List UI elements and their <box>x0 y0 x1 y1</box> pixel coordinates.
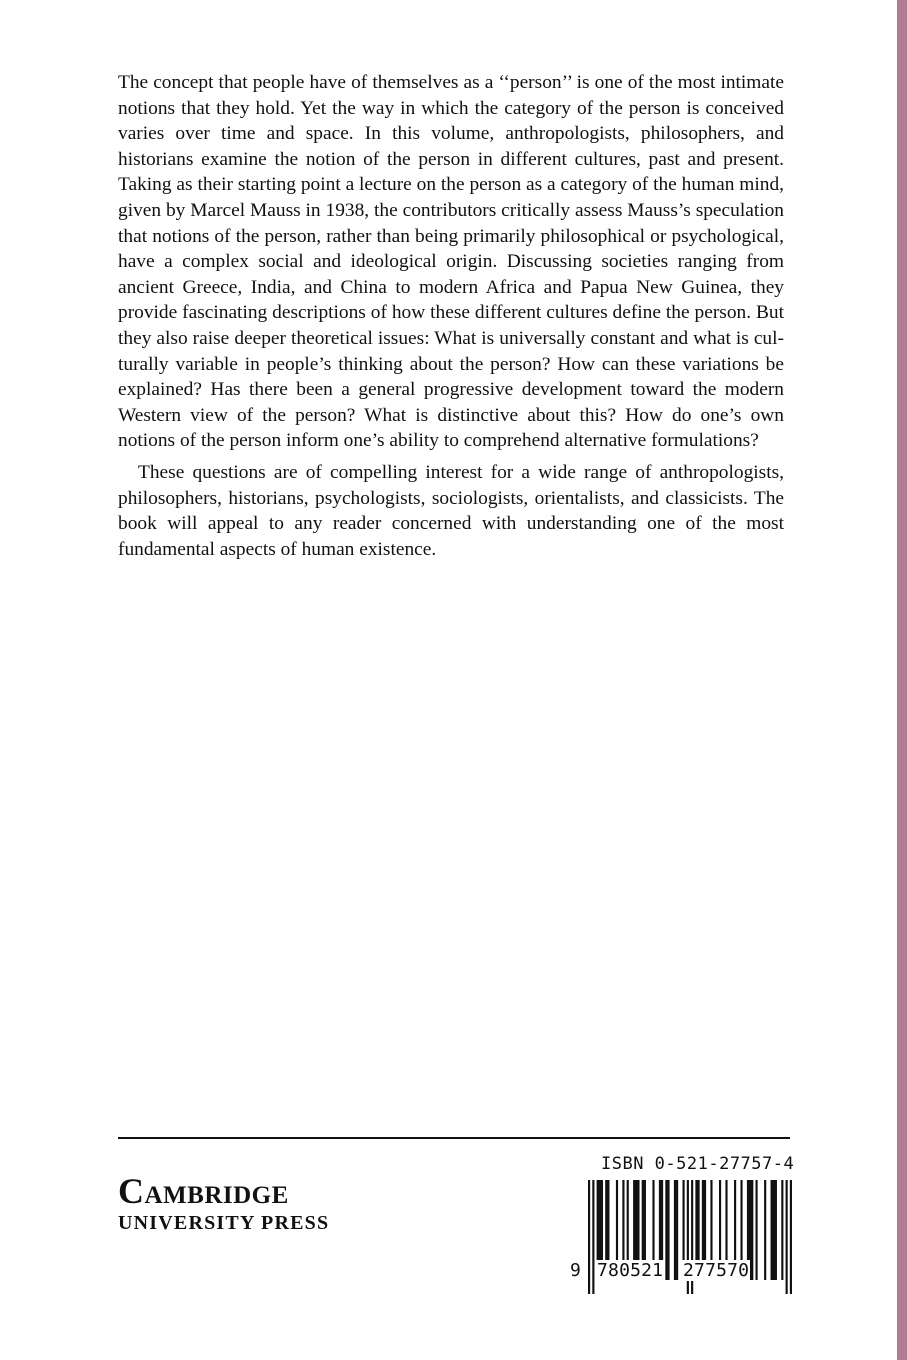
barcode-bar <box>764 1180 766 1280</box>
barcode-guard-bar <box>786 1180 788 1294</box>
blurb-paragraph-2: These questions are of compelling interest for a wide range of anthropologists, philosophers, historians, psychologists, sociologists, orientalists, and classicists. The book will appeal to any reader concerned with understanding one of the most fundamental aspects of human existence. <box>118 461 784 560</box>
horizontal-rule <box>118 1137 790 1139</box>
barcode-bar <box>781 1180 783 1280</box>
publisher-name: Cambridge <box>118 1171 289 1211</box>
barcode-bar <box>665 1180 669 1280</box>
barcode-digit-group-1: 780521 <box>597 1260 664 1281</box>
barcode-bar <box>755 1180 757 1280</box>
barcode-bar <box>674 1180 678 1280</box>
blurb-paragraph-1: The concept that people have of themselves as a ‘‘person’’ is one of the most intimate notions that they hold. Yet the way in which the category of the person is conceived varies over time and space. In this volume, anthropologists, philosophers, and historians examine the notion of the person in different cultures, past and present. Taking as their starting point a lecture on the person as a category of the human mind, given by Marcel Mauss in 1938, the contributors critically assess Mauss’s speculation that notions of the person, rather than being primarily philosophical or psychological, have a complex social and ideological origin. Discussing societies ranging from ancient Greece, India, and China to modern Africa and Papua New Guinea, they provide fascinating descriptions of how these different cultures define the person. But they also raise deeper theoretical issues: What is universally constant and what is culturally variable in people’s thinking about the person? How can these variations be explained? Has there been a general progressive development toward the modern Western view of the person? What is distinctive about this? How do one’s own notions of the person inform one’s ability to comprehend alternative formulations? <box>118 72 784 452</box>
spine-color-strip <box>897 0 907 1360</box>
barcode-guard-bar <box>588 1180 590 1294</box>
blurb-text <box>118 70 784 562</box>
publisher-subtitle: UNIVERSITY PRESS <box>118 1212 330 1234</box>
barcode-guard-bar <box>790 1180 792 1294</box>
publisher-logo <box>118 1172 329 1235</box>
barcode-bar <box>771 1180 777 1280</box>
barcode-lead-digit: 9 <box>570 1260 581 1281</box>
isbn-label: ISBN 0-521-27757-4 <box>601 1154 795 1174</box>
barcode-digit-group-2: 277570 <box>683 1260 750 1281</box>
barcode-guard-bar <box>592 1180 594 1294</box>
